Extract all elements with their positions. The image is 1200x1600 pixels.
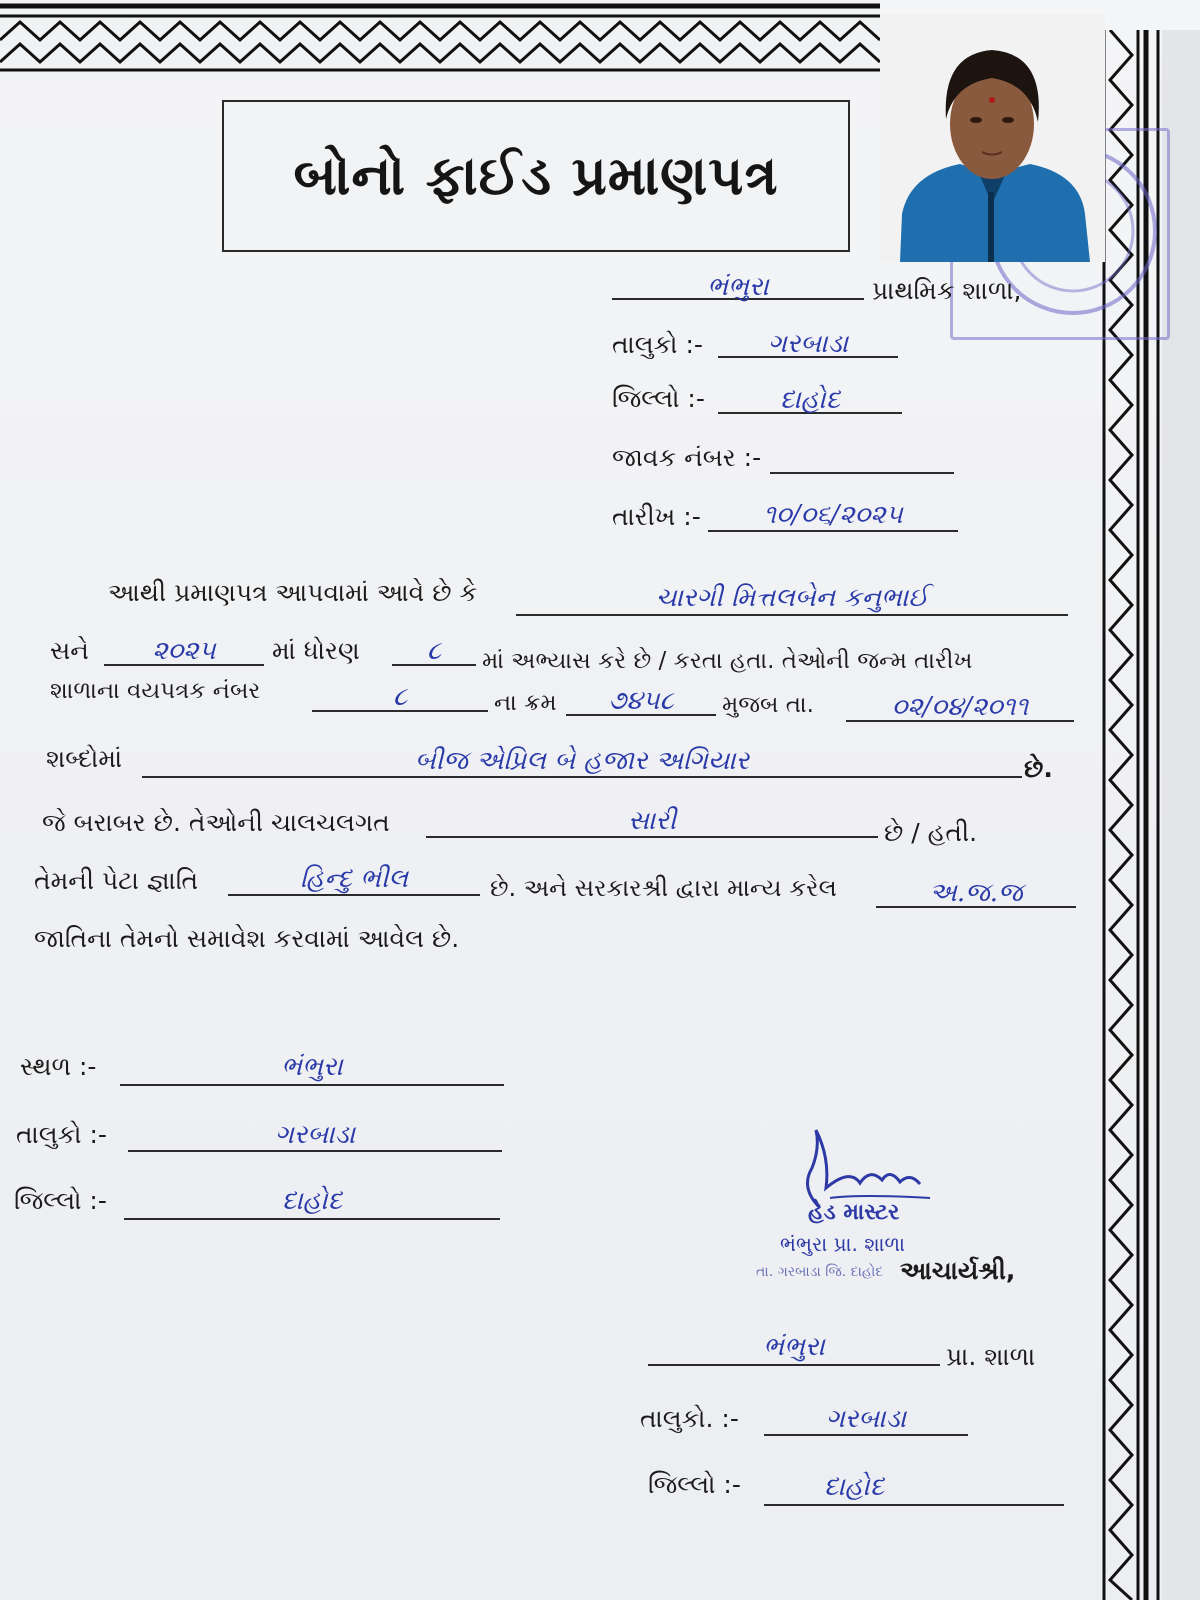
stamp-line1: હેડ માસ્ટર [808,1200,900,1225]
top-zigzag-border [0,0,880,80]
place-value: ભંભુરા [281,1052,343,1082]
body-line2-text-b: માં ધોરણ [272,636,360,665]
designation-label: આચાર્યશ્રી, [900,1256,1016,1285]
certificate-title: બોનો ફાઈડ પ્રમાણપત્ર [293,144,779,207]
date-label: તારીખ :- [612,502,701,531]
certificate-title-box [222,100,850,252]
birth-words-value: બીજ એપ્રિલ બે હજાર અગિયાર [414,746,750,776]
student-name-value: ચારગી મિત્તલબેન કનુભાઈ [655,583,929,613]
footer-right-taluka-label: તાલુકો. :- [640,1404,739,1433]
register-no-value: ૮ [392,682,408,712]
body-line3-text-c: મુજબ તા. [722,692,814,718]
footer-school-value: ભંભુરા [763,1332,825,1362]
school-name-value: ભંભુરા [707,272,769,302]
birth-date-value: ૦૨/૦૪/૨૦૧૧ [891,692,1029,722]
body-line7-text: જાતિના તેમનો સમાવેશ કરવામાં આવેલ છે. [34,924,460,953]
footer-right-district-line [764,1504,1064,1506]
footer-right-district-value: દાહોદ [823,1472,885,1502]
body-line5-text-a: જે બરાબર છે. તેઓની ચાલચલગત [42,808,390,837]
outward-number-line [770,472,954,474]
body-line6-text-b: છે. અને સરકારશ્રી દ્વારા માન્ય કરેલ [490,874,837,902]
conduct-value: સારી [627,806,677,836]
date-value: ૧૦/૦૬/૨૦૨૫ [763,500,903,530]
footer-district-line [124,1218,500,1220]
footer-school-line [648,1364,940,1366]
body-line1-text: આથી પ્રમાણપત્ર આપવામાં આવે છે કે [108,578,478,607]
year-value: ૨૦૨૫ [152,636,216,666]
header-taluka-label: તાલુકો :- [612,330,703,359]
body-line6-text-a: તેમની પેટા જ્ઞાતિ [34,866,199,895]
header-taluka-value: ગરબાડા [767,329,849,359]
student-photo-icon [880,14,1105,262]
outward-number-label: જાવક નંબર :- [612,443,762,472]
stamp-line3: તા. ગરબાડા જિ. દાહોદ [756,1264,884,1280]
standard-value: ૮ [426,636,442,666]
body-line3-text-a: શાળાના વયપત્રક નંબર [50,678,261,704]
school-suffix-label: પ્રાથમિક શાળા, [872,276,1022,305]
footer-school-suffix: પ્રા. શાળા [946,1342,1036,1371]
student-photo [880,14,1105,262]
place-line [120,1084,504,1086]
body-line2-text-a: સને [50,636,89,665]
footer-taluka-label: તાલુકો :- [16,1120,107,1149]
body-line5-text-b: છે / હતી. [884,818,978,847]
footer-taluka-value: ગરબાડા [274,1120,356,1150]
body-line4-text-a: શબ્દોમાં [46,744,123,773]
footer-right-district-label: જિલ્લો :- [648,1470,741,1499]
header-district-label: જિલ્લો :- [612,384,705,413]
header-district-value: દાહોદ [779,385,841,415]
place-label: સ્થળ :- [20,1052,97,1081]
stamp-line2: ભંભુરા પ્રા. શાળા [780,1232,906,1256]
serial-no-value: ૭૪૫૮ [608,686,674,716]
body-line4-text-b: છે. [1024,754,1053,783]
body-line2-text-c: માં અભ્યાસ કરે છે / કરતા હતા. તેઓની જન્મ તારીખ [482,648,973,674]
subcaste-value: હિન્દુ ભીલ [299,864,409,894]
student-name-line [516,614,1068,616]
body-line3-text-b: ના ક્રમ [494,690,557,716]
footer-district-label: જિલ્લો :- [14,1186,107,1215]
category-value: અ.જ.જ [929,878,1023,908]
footer-district-value: દાહોદ [281,1186,343,1216]
footer-right-taluka-value: ગરબાડા [825,1404,907,1434]
